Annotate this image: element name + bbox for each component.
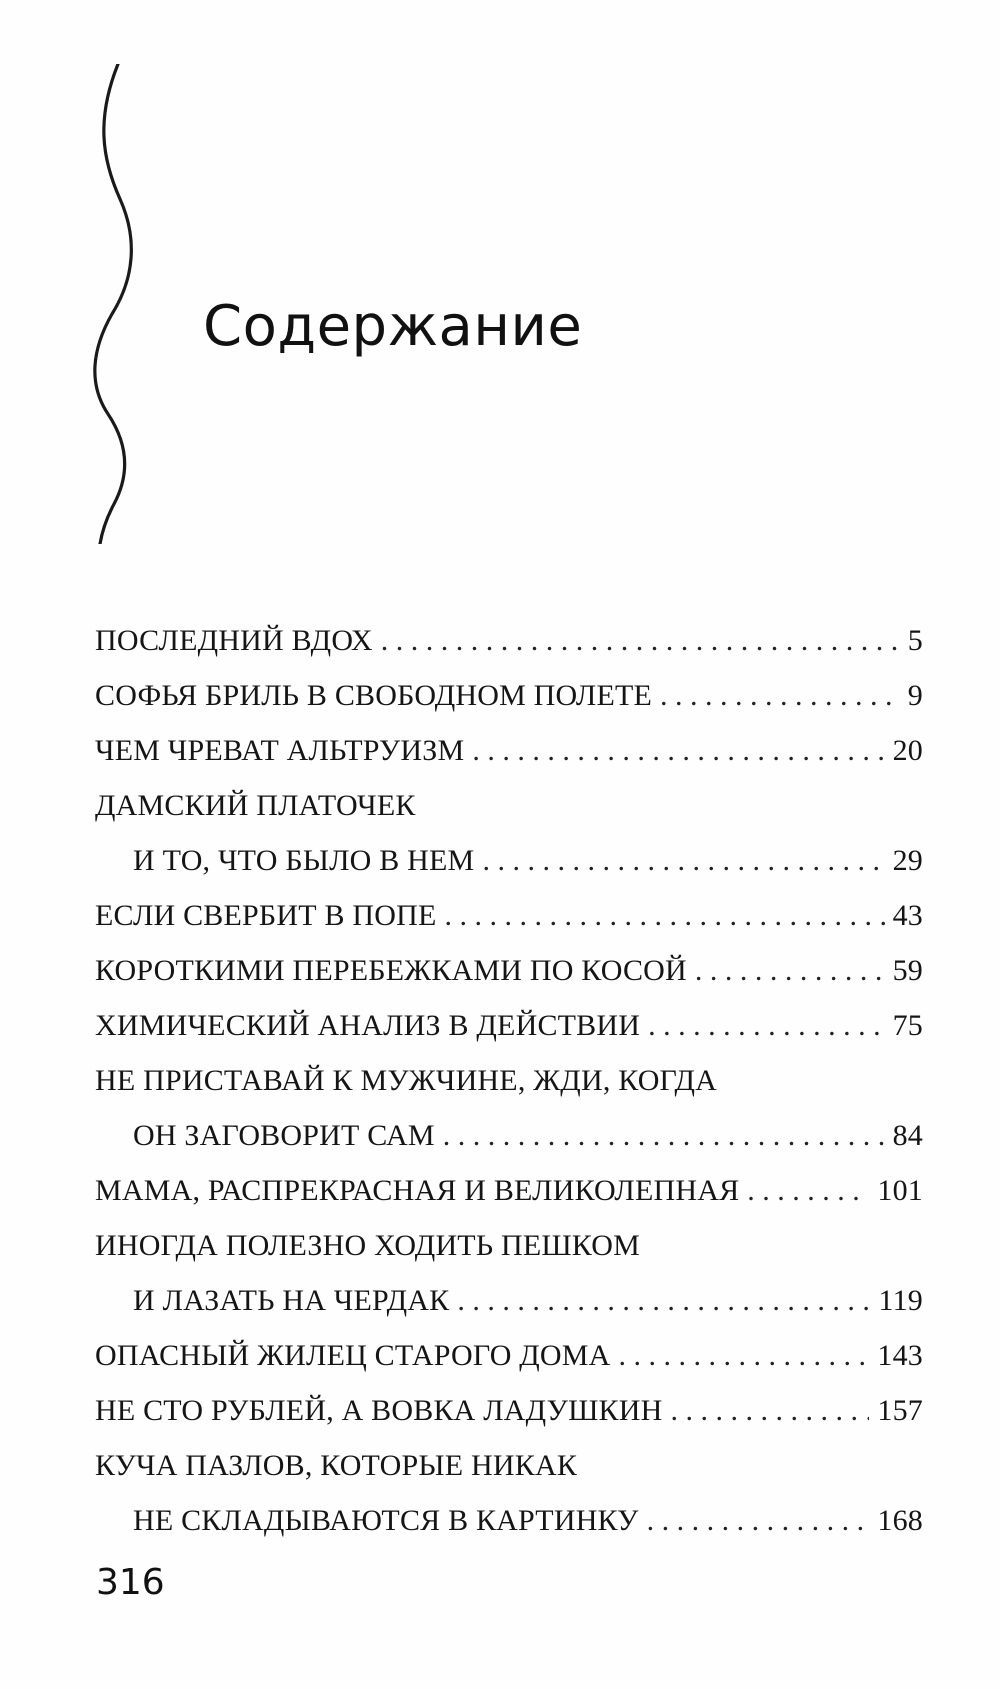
toc-line bbox=[95, 1229, 923, 1284]
toc-entry-page: 101 bbox=[877, 1174, 923, 1207]
toc-entry-page: 84 bbox=[892, 1119, 923, 1152]
toc-line bbox=[95, 624, 923, 679]
toc-dot-leader bbox=[457, 1284, 870, 1318]
toc-line bbox=[95, 679, 923, 734]
toc-line bbox=[95, 734, 923, 789]
toc-entry-title: ДАМСКИЙ ПЛАТОЧЕК bbox=[95, 789, 416, 822]
toc-entry-title: ОН ЗАГОВОРИТ САМ bbox=[133, 1119, 435, 1152]
toc-entry-title: ОПАСНЫЙ ЖИЛЕЦ СТАРОГО ДОМА bbox=[95, 1339, 611, 1372]
toc-entry-page: 9 bbox=[907, 679, 923, 712]
toc-entry bbox=[95, 899, 923, 954]
toc-dot-leader bbox=[647, 1504, 870, 1538]
toc-entry-page: 143 bbox=[877, 1339, 923, 1372]
toc-dot-leader bbox=[482, 844, 884, 878]
toc-entry-page: 119 bbox=[878, 1284, 923, 1317]
toc-entry-page: 168 bbox=[877, 1504, 923, 1537]
toc-entry bbox=[95, 1009, 923, 1064]
page-title: Содержание bbox=[203, 294, 583, 359]
toc-entry bbox=[95, 954, 923, 1009]
toc-line bbox=[95, 1174, 923, 1229]
toc-entry-title: И ТО, ЧТО БЫЛО В НЕМ bbox=[133, 844, 475, 877]
toc-entry bbox=[95, 1394, 923, 1449]
toc-entry-title: ИНОГДА ПОЛЕЗНО ХОДИТЬ ПЕШКОМ bbox=[95, 1229, 641, 1262]
toc-entry-title: НЕ ПРИСТАВАЙ К МУЖЧИНЕ, ЖДИ, КОГДА bbox=[95, 1064, 717, 1097]
toc-entry-page: 157 bbox=[877, 1394, 923, 1427]
toc-entry bbox=[95, 1449, 923, 1559]
toc-line bbox=[95, 1339, 923, 1394]
toc-entry-page: 29 bbox=[892, 844, 923, 877]
table-of-contents bbox=[95, 624, 923, 1559]
toc-entry bbox=[95, 789, 923, 899]
toc-dot-leader bbox=[660, 679, 900, 713]
toc-line bbox=[95, 1119, 923, 1174]
toc-entry-title: СОФЬЯ БРИЛЬ В СВОБОДНОМ ПОЛЕТЕ bbox=[95, 679, 653, 712]
toc-entry-title: ЧЕМ ЧРЕВАТ АЛЬТРУИЗМ bbox=[95, 734, 465, 767]
toc-dot-leader bbox=[747, 1174, 869, 1208]
toc-entry bbox=[95, 624, 923, 679]
toc-entry bbox=[95, 1174, 923, 1229]
toc-dot-leader bbox=[695, 954, 885, 988]
toc-entry-title: И ЛАЗАТЬ НА ЧЕРДАК bbox=[133, 1284, 450, 1317]
toc-entry-title: КОРОТКИМИ ПЕРЕБЕЖКАМИ ПО КОСОЙ bbox=[95, 954, 687, 987]
toc-entry bbox=[95, 1339, 923, 1394]
toc-entry-title: ПОСЛЕДНИЙ ВДОХ bbox=[95, 624, 373, 657]
toc-entry-page: 5 bbox=[907, 624, 923, 657]
toc-entry-title: НЕ СТО РУБЛЕЙ, А ВОВКА ЛАДУШКИН bbox=[95, 1394, 663, 1427]
toc-line bbox=[95, 1504, 923, 1559]
decorative-squiggle bbox=[86, 64, 156, 544]
toc-entry-page: 59 bbox=[892, 954, 923, 987]
toc-entry-page: 43 bbox=[892, 899, 923, 932]
toc-line bbox=[95, 789, 923, 844]
toc-dot-leader bbox=[619, 1339, 870, 1373]
toc-entry-page: 75 bbox=[892, 1009, 923, 1042]
toc-entry-title: ЕСЛИ СВЕРБИТ В ПОПЕ bbox=[95, 899, 437, 932]
toc-dot-leader bbox=[443, 1119, 885, 1153]
toc-line bbox=[95, 844, 923, 899]
toc-entry-title: ХИМИЧЕСКИЙ АНАЛИЗ В ДЕЙСТВИИ bbox=[95, 1009, 641, 1042]
toc-entry bbox=[95, 1229, 923, 1339]
toc-entry-page: 20 bbox=[892, 734, 923, 767]
toc-entry-title: НЕ СКЛАДЫВАЮТСЯ В КАРТИНКУ bbox=[133, 1504, 639, 1537]
toc-dot-leader bbox=[381, 624, 900, 658]
toc-line bbox=[95, 1284, 923, 1339]
toc-dot-leader bbox=[472, 734, 884, 768]
toc-line bbox=[95, 954, 923, 1009]
toc-entry-title: КУЧА ПАЗЛОВ, КОТОРЫЕ НИКАК bbox=[95, 1449, 578, 1482]
toc-line bbox=[95, 1449, 923, 1504]
toc-line bbox=[95, 1394, 923, 1449]
toc-line bbox=[95, 899, 923, 954]
page-number: 316 bbox=[96, 1562, 165, 1603]
toc-entry bbox=[95, 1064, 923, 1174]
toc-dot-leader bbox=[648, 1009, 884, 1043]
toc-dot-leader bbox=[671, 1394, 870, 1428]
toc-line bbox=[95, 1009, 923, 1064]
toc-entry-title: МАМА, РАСПРЕКРАСНАЯ И ВЕЛИКОЛЕПНАЯ bbox=[95, 1174, 740, 1207]
toc-dot-leader bbox=[444, 899, 884, 933]
toc-line bbox=[95, 1064, 923, 1119]
toc-entry bbox=[95, 734, 923, 789]
toc-entry bbox=[95, 679, 923, 734]
